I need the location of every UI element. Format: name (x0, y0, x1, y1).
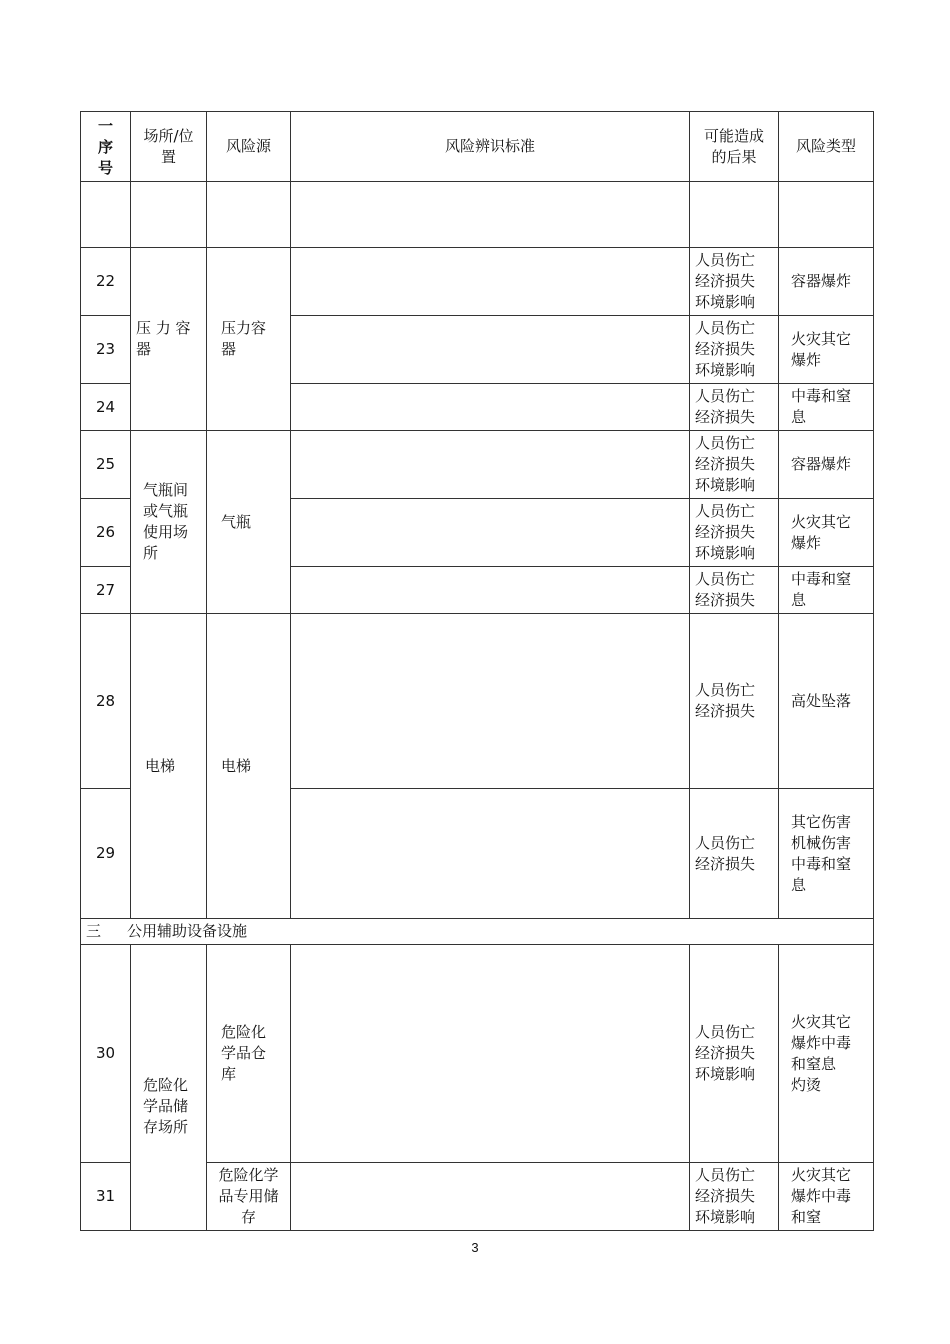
table-header-row (81, 112, 874, 182)
blank-cell (779, 182, 874, 248)
row-risk-type: 火灾其它 爆炸 (779, 316, 874, 384)
row-consequence: 人员伤亡 经济损失 环境影响 (690, 499, 779, 567)
row-consequence: 人员伤亡 经济损失 (690, 384, 779, 431)
row-source: 危险化 学品仓 库 (207, 945, 291, 1163)
page-number: 3 (471, 1240, 479, 1255)
row-risk-type: 中毒和窒 息 (779, 384, 874, 431)
row-source: 气瓶 (207, 431, 291, 614)
section-heading (81, 919, 874, 945)
row-location: 电梯 (131, 614, 207, 919)
row-location: 压 力 容 器 (131, 248, 207, 431)
header-consequence: 可能造成 的后果 (690, 112, 779, 182)
row-risk-type: 火灾其它 爆炸中毒 和窒 (779, 1163, 874, 1231)
row-consequence: 人员伤亡 经济损失 (690, 789, 779, 919)
blank-cell (207, 182, 291, 248)
row-consequence: 人员伤亡 经济损失 环境影响 (690, 316, 779, 384)
row-location: 气瓶间 或气瓶 使用场 所 (131, 431, 207, 614)
row-criteria (291, 1163, 690, 1231)
row-criteria (291, 945, 690, 1163)
blank-cell (291, 182, 690, 248)
row-criteria (291, 384, 690, 431)
section-number: 三 (86, 922, 102, 940)
blank-cell (81, 182, 131, 248)
row-consequence: 人员伤亡 经济损失 环境影响 (690, 1163, 779, 1231)
row-criteria (291, 789, 690, 919)
row-seq: 28 (81, 614, 131, 789)
row-risk-type: 容器爆炸 (779, 248, 874, 316)
table-row (81, 945, 874, 1163)
row-consequence: 人员伤亡 经济损失 环境影响 (690, 248, 779, 316)
row-consequence: 人员伤亡 经济损失 (690, 614, 779, 789)
row-seq: 22 (81, 248, 131, 316)
table-row-blank (81, 182, 874, 248)
row-consequence: 人员伤亡 经济损失 环境影响 (690, 431, 779, 499)
row-criteria (291, 614, 690, 789)
header-criteria: 风险辨识标准 (291, 112, 690, 182)
row-source: 电梯 (207, 614, 291, 919)
row-seq: 25 (81, 431, 131, 499)
table-row (81, 614, 874, 789)
row-seq: 31 (81, 1163, 131, 1231)
row-criteria (291, 431, 690, 499)
row-consequence: 人员伤亡 经济损失 (690, 567, 779, 614)
section-title: 公用辅助设备设施 (127, 922, 248, 940)
header-source: 风险源 (207, 112, 291, 182)
row-risk-type: 容器爆炸 (779, 431, 874, 499)
row-consequence: 人员伤亡 经济损失 环境影响 (690, 945, 779, 1163)
row-seq: 27 (81, 567, 131, 614)
row-seq: 29 (81, 789, 131, 919)
row-seq: 23 (81, 316, 131, 384)
section-row (81, 919, 874, 945)
row-criteria (291, 316, 690, 384)
row-source: 压力容 器 (207, 248, 291, 431)
row-criteria (291, 567, 690, 614)
row-risk-type: 火灾其它 爆炸 (779, 499, 874, 567)
table-row (81, 248, 874, 316)
header-type: 风险类型 (779, 112, 874, 182)
row-risk-type: 中毒和窒 息 (779, 567, 874, 614)
header-seq: 一 序 号 (81, 112, 131, 182)
row-risk-type: 火灾其它 爆炸中毒 和窒息 灼烫 (779, 945, 874, 1163)
row-seq: 26 (81, 499, 131, 567)
row-risk-type: 高处坠落 (779, 614, 874, 789)
row-criteria (291, 499, 690, 567)
blank-cell (131, 182, 207, 248)
table-row (81, 431, 874, 499)
row-source: 危险化学 品专用储 存 (207, 1163, 291, 1231)
row-seq: 30 (81, 945, 131, 1163)
row-location: 危险化 学品储 存场所 (131, 945, 207, 1231)
row-seq: 24 (81, 384, 131, 431)
risk-identification-table (80, 111, 874, 1231)
blank-cell (690, 182, 779, 248)
row-criteria (291, 248, 690, 316)
header-location: 场所/位 置 (131, 112, 207, 182)
row-risk-type: 其它伤害 机械伤害 中毒和窒 息 (779, 789, 874, 919)
